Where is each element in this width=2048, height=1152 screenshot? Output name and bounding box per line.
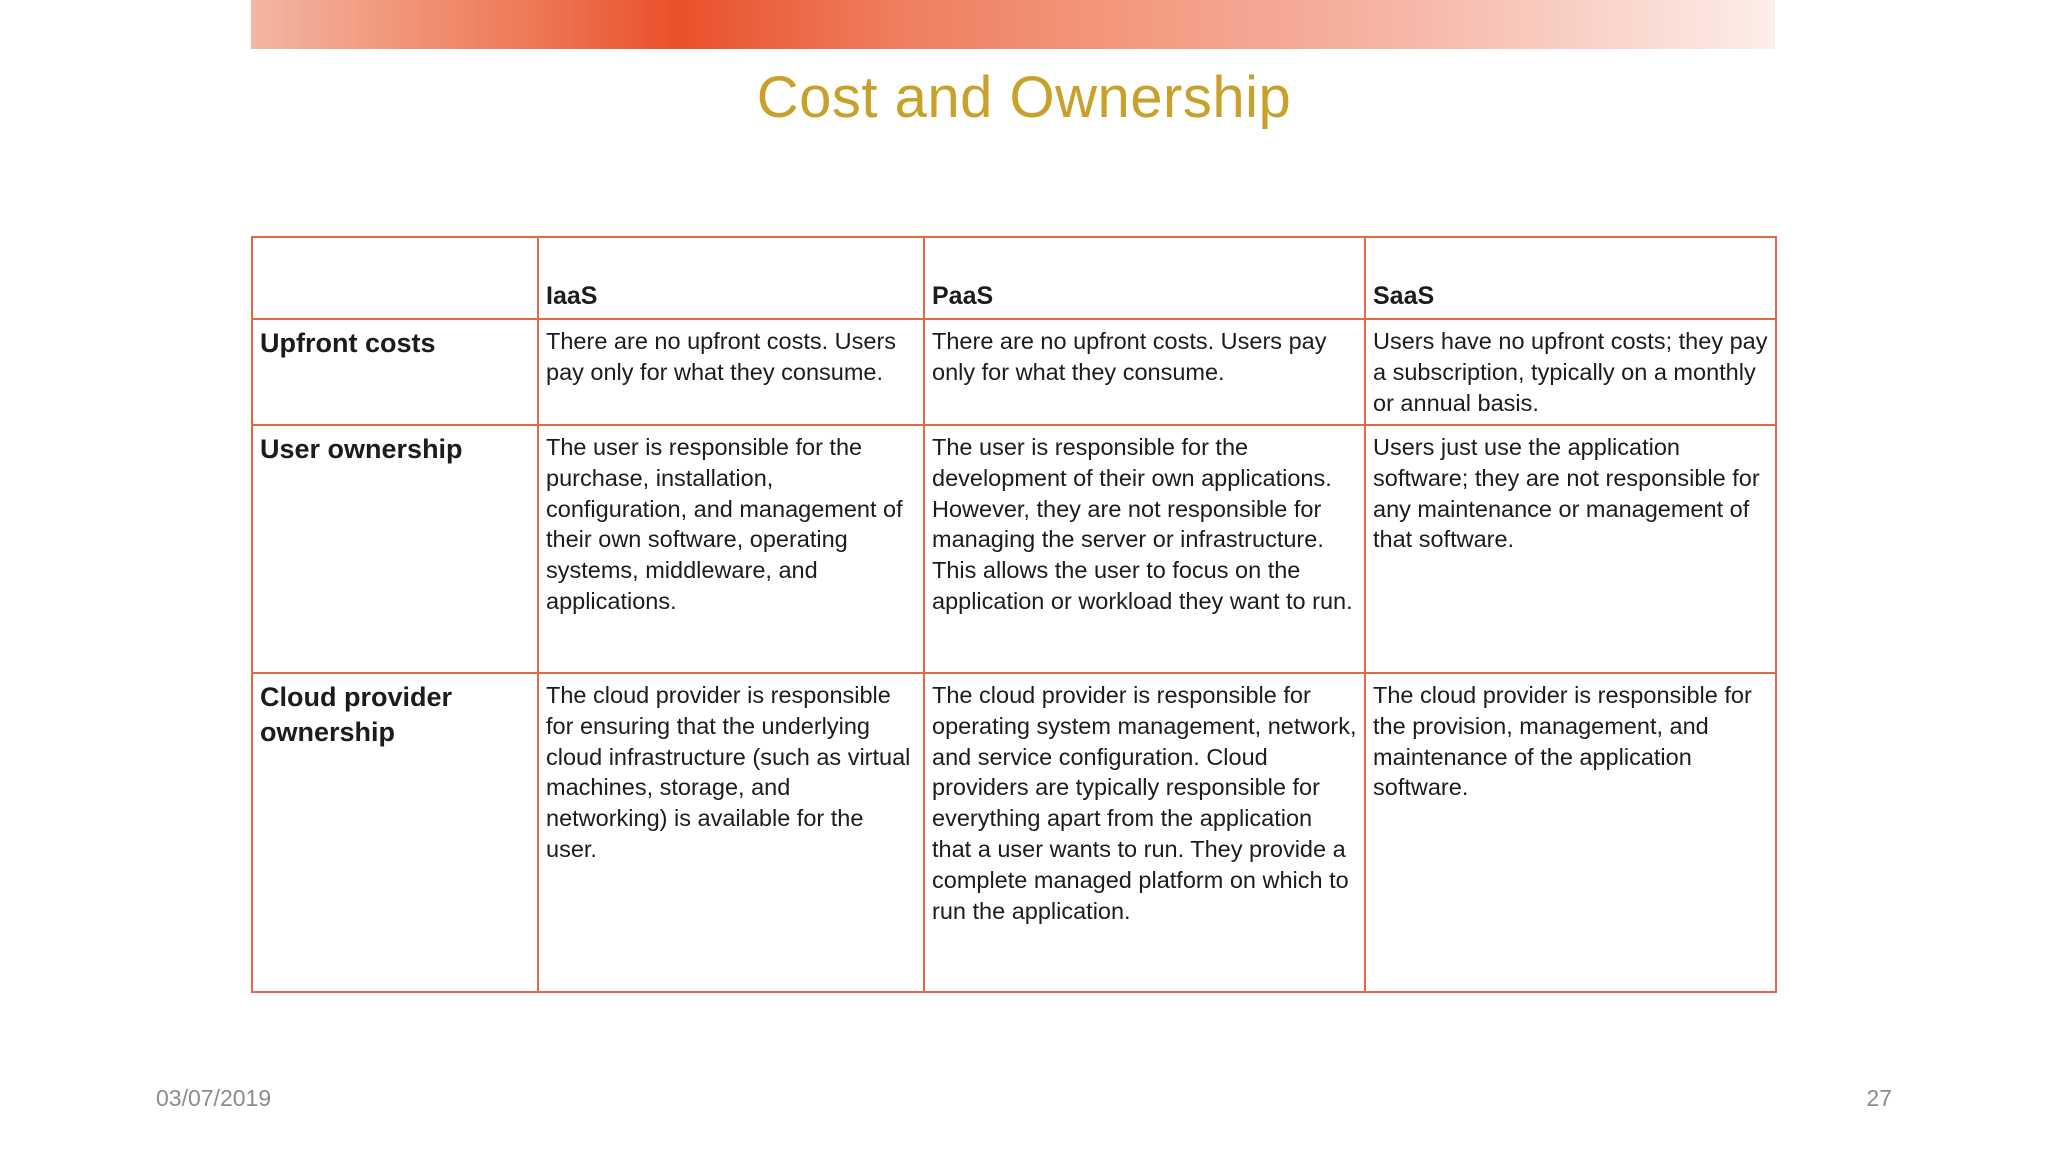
table-cell: The user is responsible for the development of their own applications. However, they are not responsible for managing the server or infrastructure. This allows the user to focus on the application or workload they want to run. xyxy=(924,425,1365,673)
page-number: 27 xyxy=(1866,1085,1892,1111)
table-row xyxy=(252,319,1776,425)
table-cell: Users have no upfront costs; they pay a subscription, typically on a monthly or annual basis. xyxy=(1365,319,1776,425)
table-cell: The user is responsible for the purchase, installation, configuration, and management of their own software, operating systems, middleware, and applications. xyxy=(538,425,924,673)
table-header-saas: SaaS xyxy=(1365,237,1776,319)
comparison-table xyxy=(251,236,1777,993)
row-label-user-ownership: User ownership xyxy=(252,425,538,673)
table-header-row xyxy=(252,237,1776,319)
table-row xyxy=(252,425,1776,673)
row-label-upfront-costs: Upfront costs xyxy=(252,319,538,425)
table-cell: The cloud provider is responsible for ensuring that the underlying cloud infrastructure (such as virtual machines, storage, and networking) is available for the user. xyxy=(538,673,924,992)
slide-title: Cost and Ownership xyxy=(756,65,1292,130)
table-cell: There are no upfront costs. Users pay only for what they consume. xyxy=(538,319,924,425)
table-header-corner xyxy=(252,237,538,319)
row-label-cloud-provider-ownership: Cloud provider ownership xyxy=(252,673,538,992)
table-cell: The cloud provider is responsible for the provision, management, and maintenance of the application software. xyxy=(1365,673,1776,992)
table-header-paas: PaaS xyxy=(924,237,1365,319)
table-cell: Users just use the application software; they are not responsible for any maintenance or management of that software. xyxy=(1365,425,1776,673)
footer-date: 03/07/2019 xyxy=(156,1085,272,1111)
table-cell: The cloud provider is responsible for operating system management, network, and service configuration. Cloud providers are typically responsible for everything apart from the application that a user wants to run. They provide a complete managed platform on which to run the application. xyxy=(924,673,1365,992)
table-cell: There are no upfront costs. Users pay only for what they consume. xyxy=(924,319,1365,425)
table-header-iaas: IaaS xyxy=(538,237,924,319)
header-accent-band xyxy=(251,0,1775,49)
table-row xyxy=(252,673,1776,992)
